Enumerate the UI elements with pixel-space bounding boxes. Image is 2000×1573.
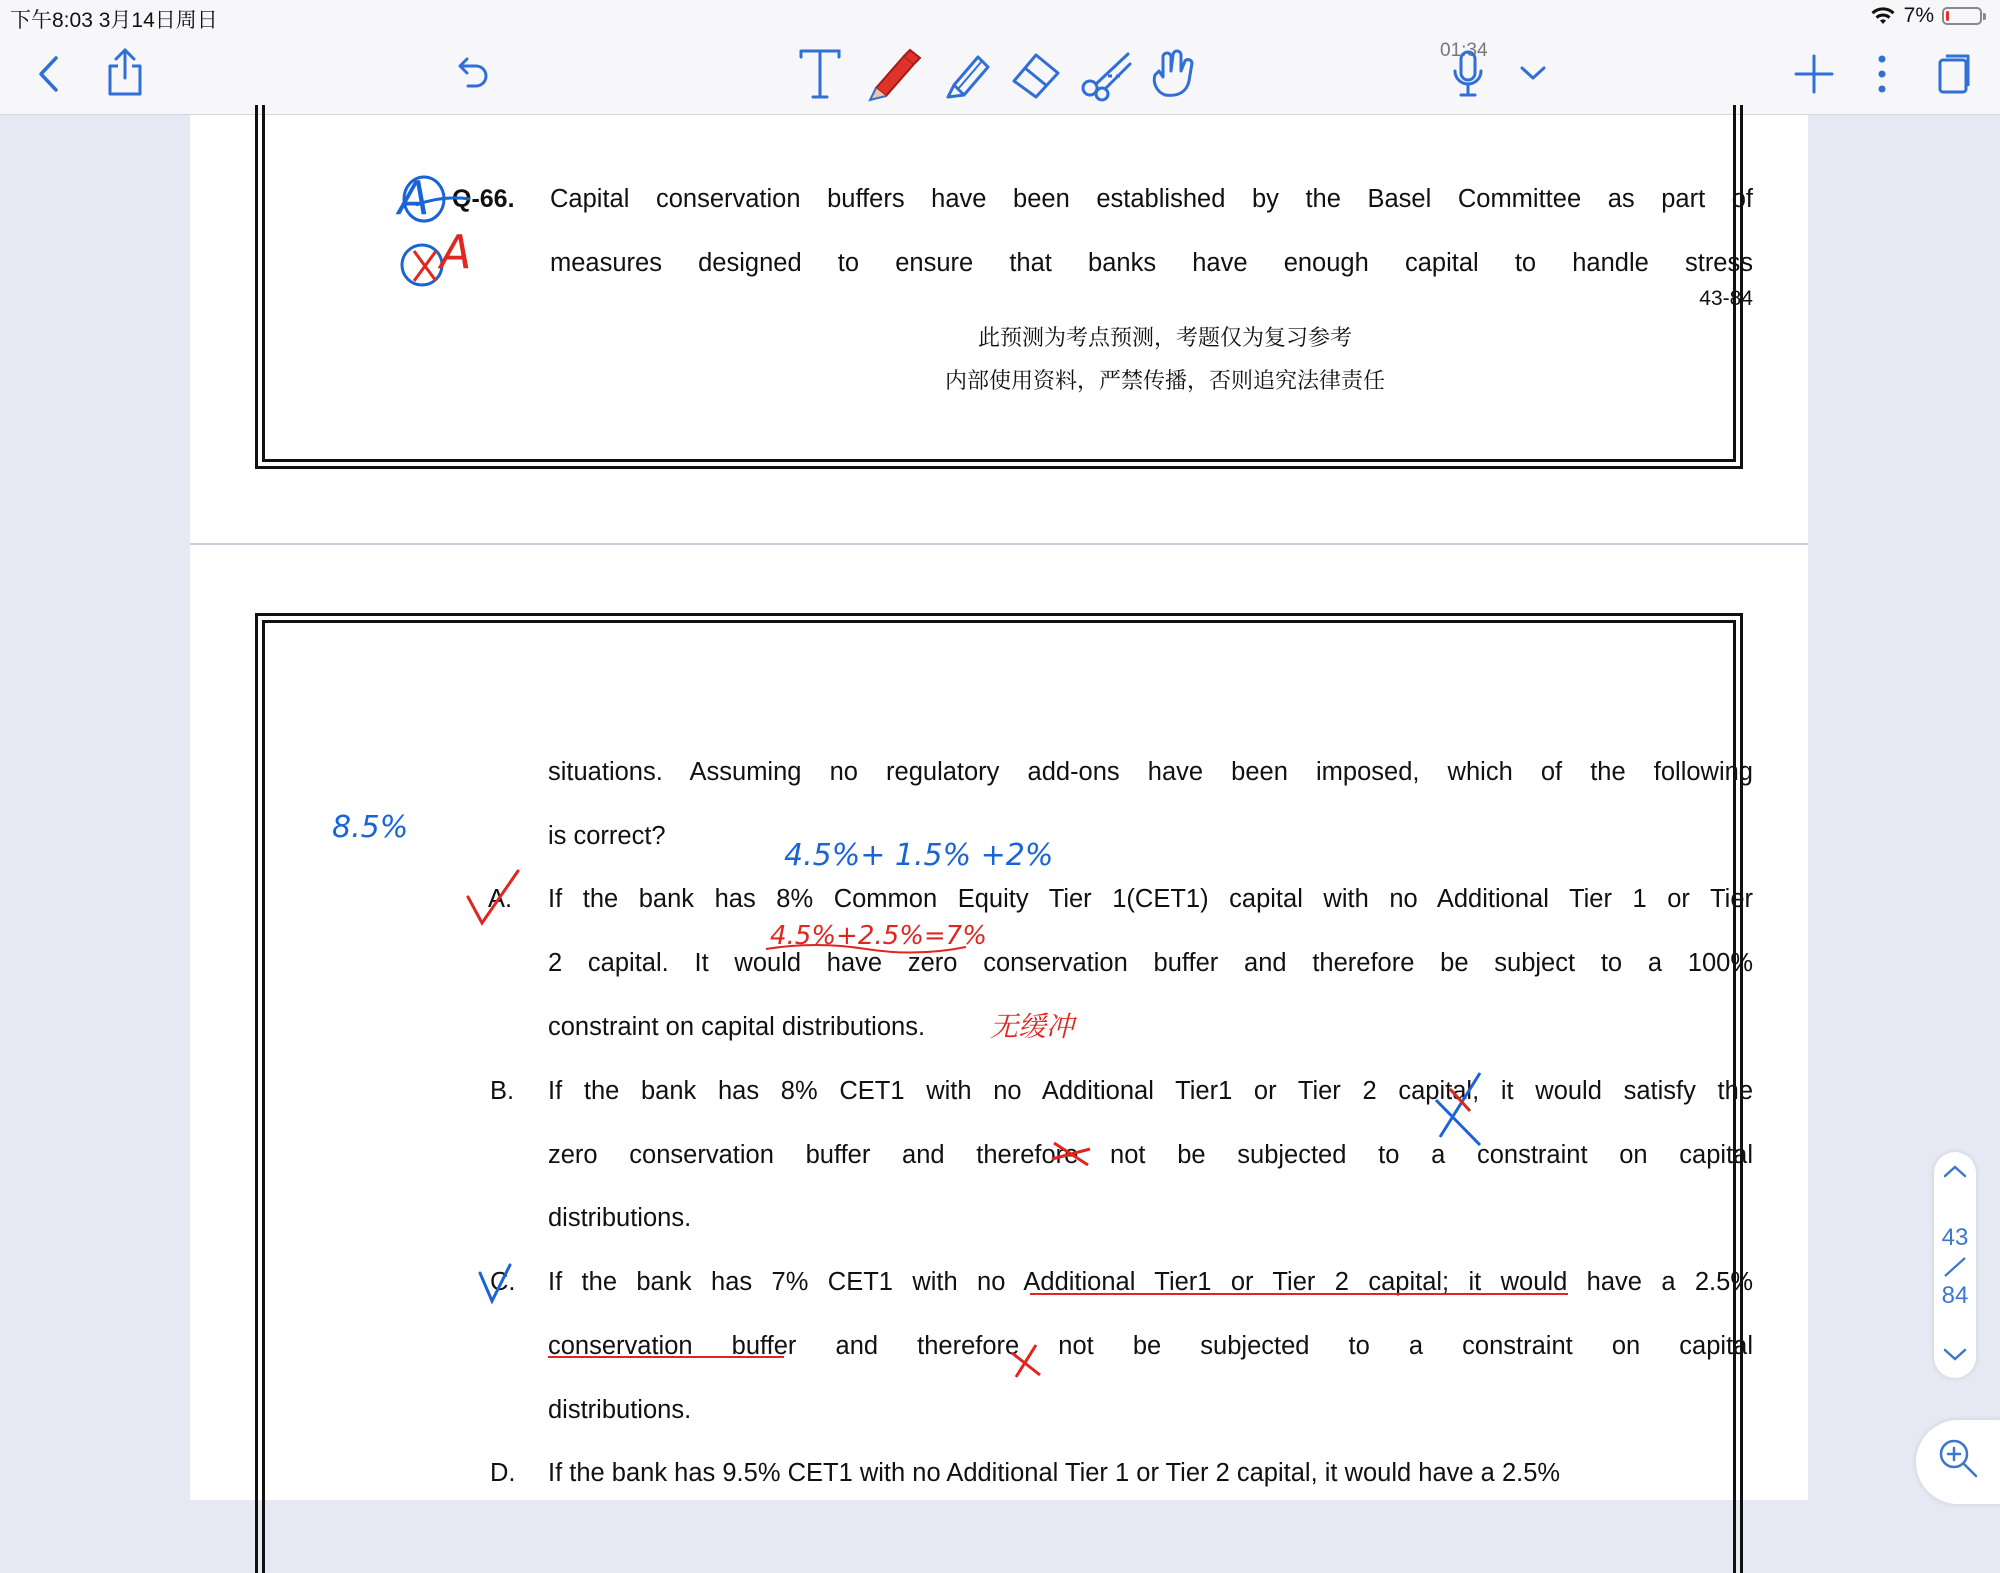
next-page-button[interactable] <box>1941 1344 1969 1368</box>
record-options-button[interactable] <box>1515 58 1551 88</box>
pages-button[interactable] <box>1932 48 1976 100</box>
back-icon <box>36 54 60 94</box>
zoom-in-icon <box>1936 1436 1980 1480</box>
ink-annotation-layer <box>190 545 1808 1500</box>
option-d-letter: D. <box>490 1459 516 1487</box>
more-icon <box>1877 54 1887 94</box>
text-tool-button[interactable] <box>795 44 845 102</box>
page-divider-slash <box>1943 1256 1967 1278</box>
status-right <box>1870 4 1982 28</box>
lasso-icon <box>1078 46 1134 102</box>
option-c-line-3: distributions. <box>548 1396 692 1424</box>
status-time-date: 下午8:03 3月14日周日 <box>10 9 218 32</box>
handwritten-blue-formula: 4.5%+ 1.5% +2% <box>784 838 1054 873</box>
battery-icon <box>1942 7 1982 25</box>
pen-icon <box>862 44 922 104</box>
back-button[interactable] <box>30 52 66 96</box>
option-d-line-1: If the bank has 9.5% CET1 with no Additional Tier 1 or Tier 2 capital, it would have a 2.5% <box>548 1459 1561 1487</box>
option-b-letter: B. <box>490 1077 515 1105</box>
question-continued-2: is correct? <box>548 822 666 850</box>
total-page-number: 84 <box>1941 1282 1969 1309</box>
undo-icon <box>452 54 492 94</box>
option-c-line-2: conservation buffer and therefore not be subjected to a constraint on capital <box>548 1332 1753 1360</box>
eraser-button[interactable] <box>1005 46 1065 102</box>
chevron-up-icon <box>1941 1162 1969 1182</box>
add-icon <box>1793 53 1835 95</box>
recording-time: 01:34 <box>1440 40 1488 61</box>
footer-notice-2: 内部使用资料，严禁传播，否则追究法律责任 <box>944 369 1385 394</box>
pages-icon <box>1936 52 1972 96</box>
zoom-button[interactable] <box>1916 1420 2000 1504</box>
option-a-line-3: constraint on capital distributions. <box>548 1013 926 1041</box>
question-number: Q-66. <box>452 185 515 213</box>
page-reference: 43-84 <box>1699 287 1753 310</box>
pen-tool-button[interactable] <box>862 44 922 104</box>
share-icon <box>105 46 145 98</box>
handwritten-red-formula: 4.5%+2.5%=7% <box>770 921 987 951</box>
option-a-line-1: If the bank has 8% Common Equity Tier 1(CET1) capital with no Additional Tier 1 or Tier <box>548 885 1753 913</box>
toolbar <box>0 34 2000 115</box>
handwritten-answer-mid: A <box>440 225 472 279</box>
mic-icon <box>1451 49 1485 99</box>
page-43[interactable] <box>190 115 1808 543</box>
option-a-letter: A. <box>488 885 513 913</box>
highlighter-button[interactable] <box>935 44 995 104</box>
question-line-2: measures designed to ensure that banks have enough capital to handle stress <box>550 249 1753 277</box>
highlighter-icon <box>936 45 994 103</box>
page-indicator <box>1934 1152 1976 1378</box>
option-c-letter: C. <box>490 1268 516 1296</box>
handwritten-answer-top: A <box>398 171 430 225</box>
lasso-button[interactable] <box>1078 46 1134 102</box>
handwritten-margin-percent: 8.5% <box>332 810 409 845</box>
option-a-line-2: 2 capital. It would have zero conservation buffer and therefore be subject to a 100% <box>548 949 1753 977</box>
chevron-down-icon <box>1941 1344 1969 1364</box>
option-c-line-1: If the bank has 7% CET1 with no Additional Tier1 or Tier 2 capital; it would have a 2.5% <box>548 1268 1753 1296</box>
option-b-line-2: zero conservation buffer and therefore not be subjected to a constraint on capital <box>548 1141 1753 1169</box>
more-button[interactable] <box>1868 50 1896 98</box>
option-b-line-1: If the bank has 8% CET1 with no Additional Tier1 or Tier 2 capital, it would satisfy the <box>548 1077 1753 1105</box>
share-button[interactable] <box>100 44 150 100</box>
battery-percent: 7% <box>1903 4 1934 27</box>
undo-button[interactable] <box>450 52 494 96</box>
record-button[interactable] <box>1448 48 1488 100</box>
wifi-icon <box>1870 6 1896 26</box>
option-b-line-3: distributions. <box>548 1204 692 1232</box>
chevron-down-icon <box>1518 63 1548 83</box>
previous-page-button[interactable] <box>1941 1162 1969 1186</box>
text-tool-icon <box>797 45 843 101</box>
status-bar <box>0 0 2000 34</box>
eraser-icon <box>1006 47 1064 101</box>
footer-notice-1: 此预测为考点预测，考题仅为复习参考 <box>977 326 1352 351</box>
add-button[interactable] <box>1792 52 1836 96</box>
question-continued-1: situations. Assuming no regulatory add-ons have been imposed, which of the following <box>548 758 1753 786</box>
question-line-1: Capital conservation buffers have been established by the Basel Committee as part of <box>550 185 1753 213</box>
hand-icon <box>1145 45 1201 103</box>
hand-tool-button[interactable] <box>1145 44 1201 104</box>
handwritten-red-note: 无缓冲 <box>990 1010 1075 1043</box>
ink-annotation-top <box>396 167 716 427</box>
current-page-number: 43 <box>1941 1224 1969 1251</box>
page-44[interactable] <box>190 545 1808 1500</box>
